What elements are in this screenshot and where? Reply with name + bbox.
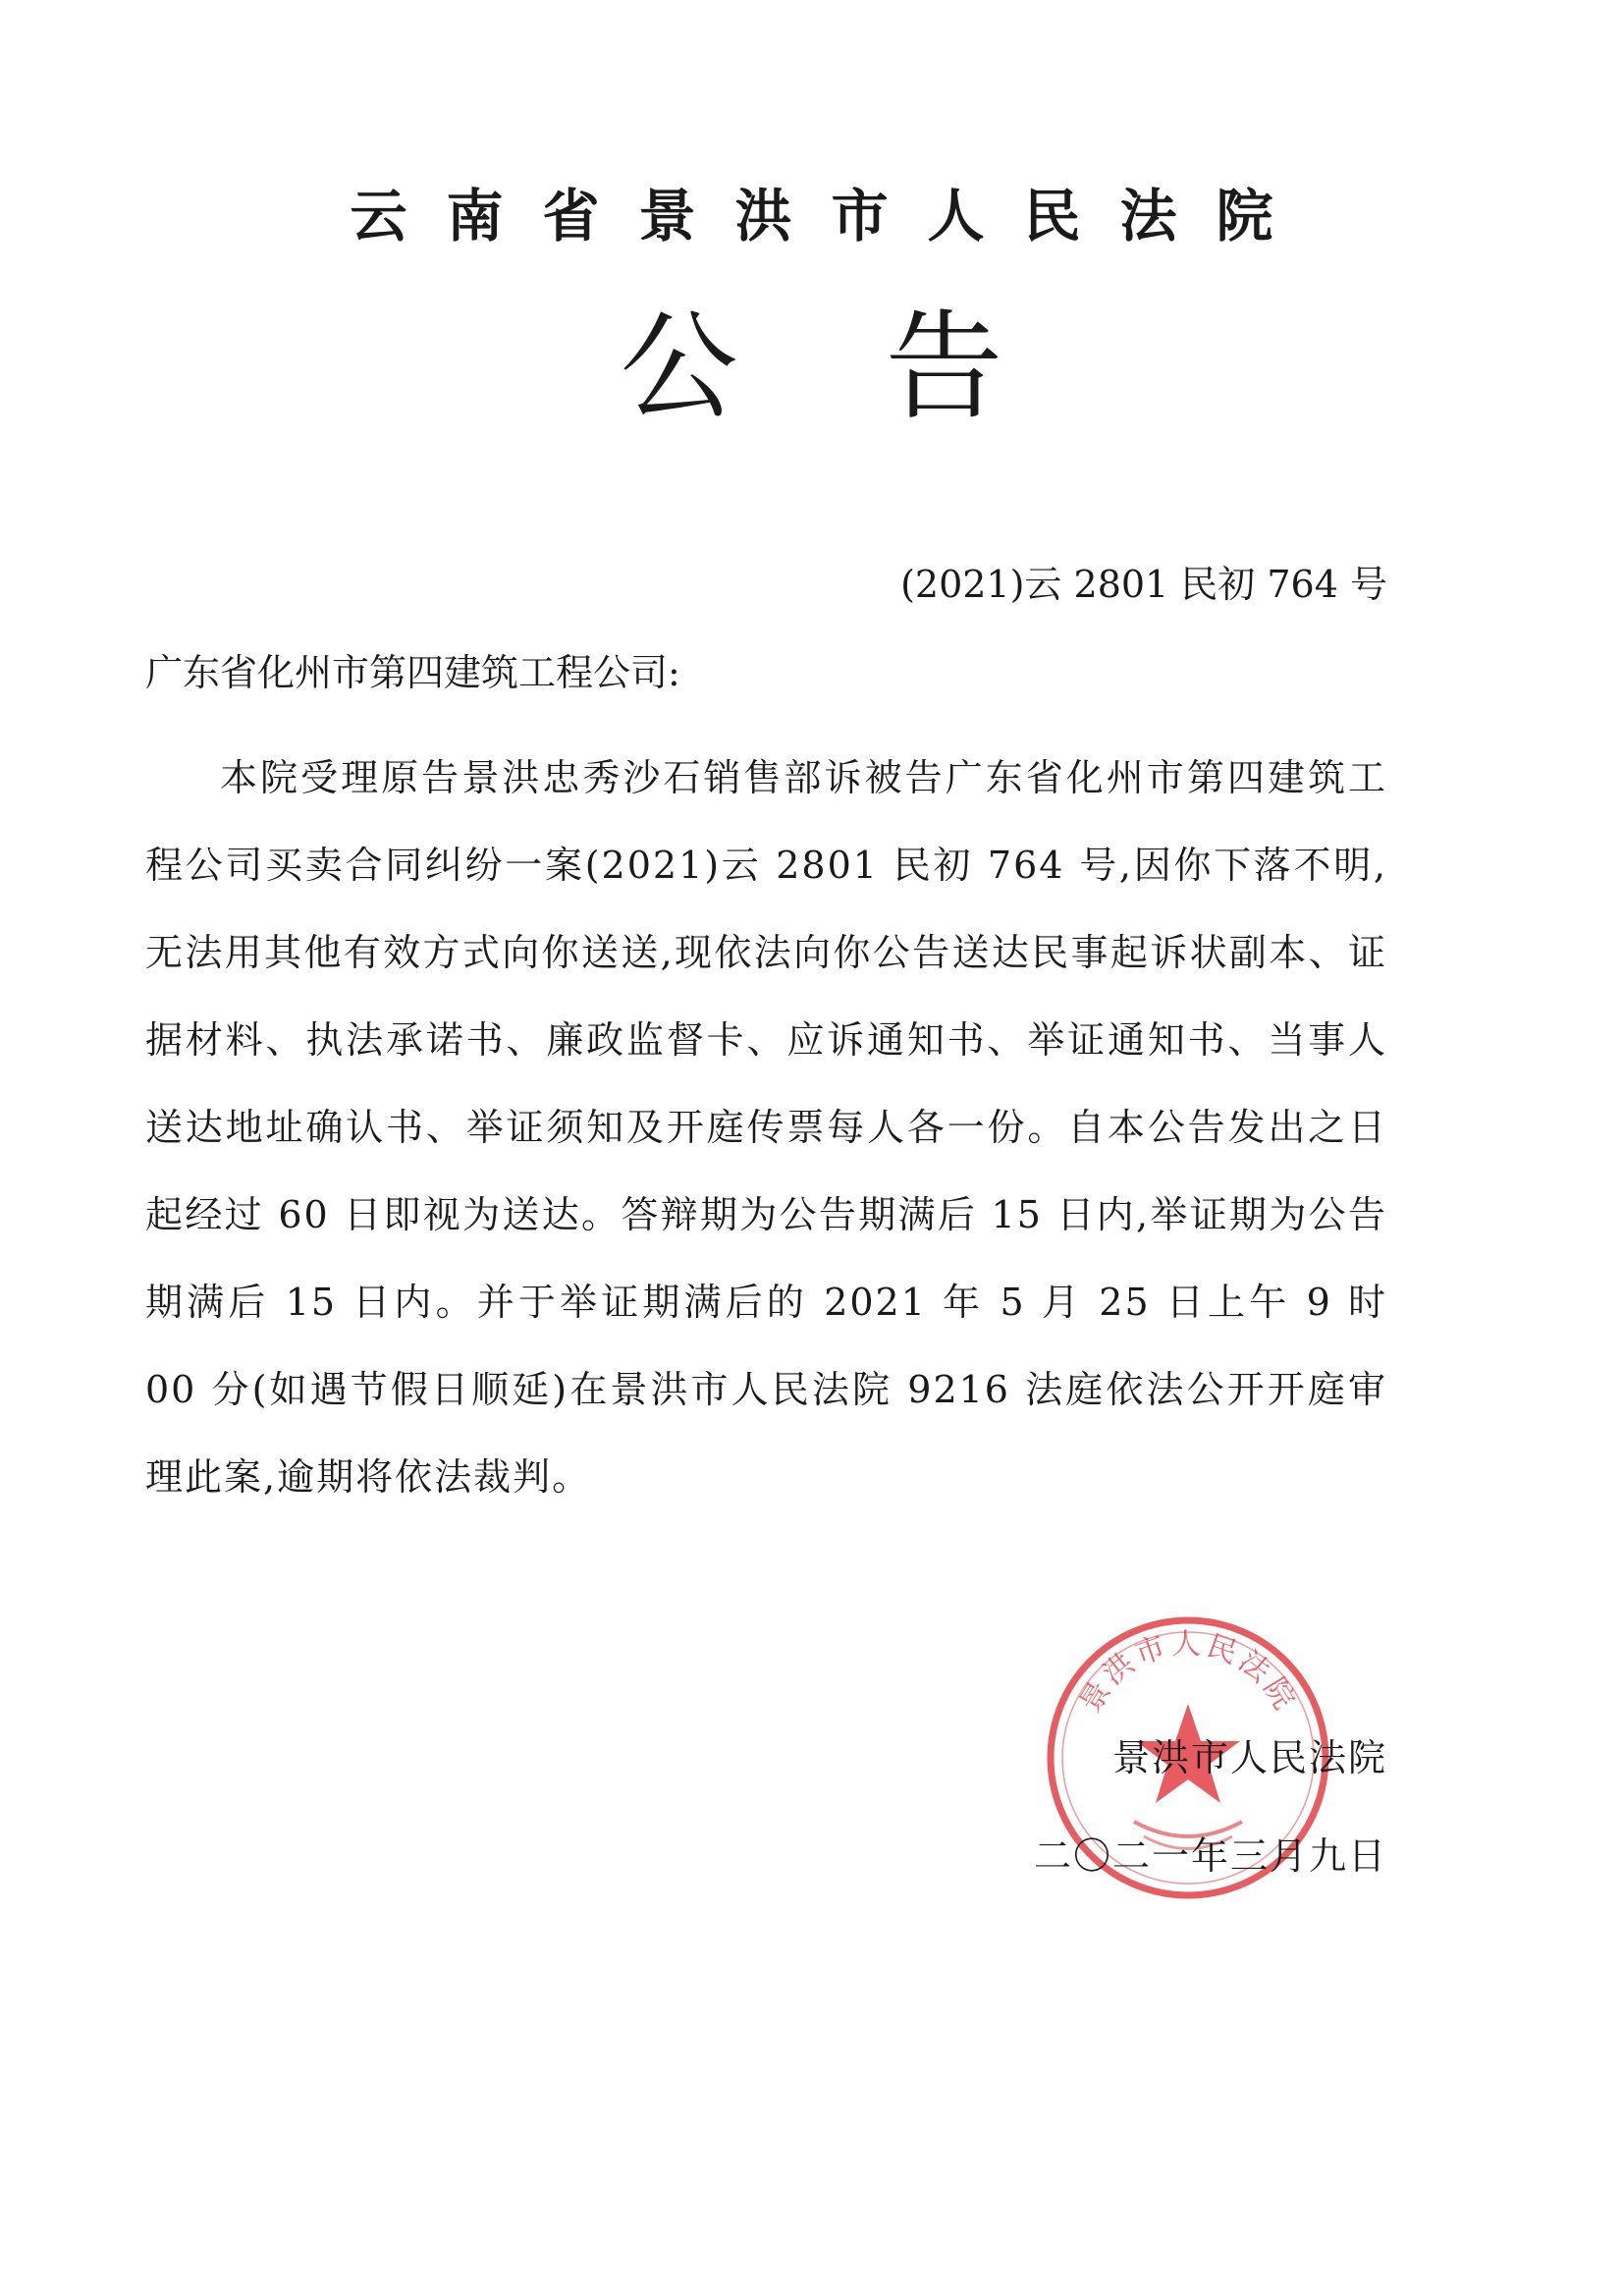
notice-title: 公告 (620, 300, 1151, 436)
issue-date: 二〇二一年三月九日 (1033, 1834, 1387, 1878)
case-number: (2021)云 2801 民初 764 号 (900, 563, 1387, 606)
addressee: 广东省化州市第四建筑工程公司: (145, 651, 680, 694)
notice-body: 本院受理原告景洪忠秀沙石销售部诉被告广东省化州市第四建筑工程公司买卖合同纠纷一案(2021)云 2801 民初 764 号,因你下落不明,无法用其他有效方式向你送送,现依法向你公告送达民事起诉状副本、证据材料、执法承诺书、廉政监督卡、应诉通知书、举证通知书、当事人送达地址确认书、举证须知及开庭传票每人各一份。自本公告发出之日起经过 60 日即视为送达。答辩期为公告期满后 15 日内,举证期为公告期满后 15 日内。并于举证期满后的 2021 年 5 月 25 日上午 9 时 00 分(如遇节假日顺延)在景洪市人民法院 9216 法庭依法公开开庭审理此案,逾期将依法裁判。 (145, 756, 1387, 1499)
svg-text:景洪市人民法院: 景洪市人民法院 (1072, 1626, 1304, 1720)
court-name-heading: 云南省景洪市人民法院 (350, 183, 1313, 249)
issuing-court: 景洪市人民法院 (1111, 1736, 1387, 1779)
